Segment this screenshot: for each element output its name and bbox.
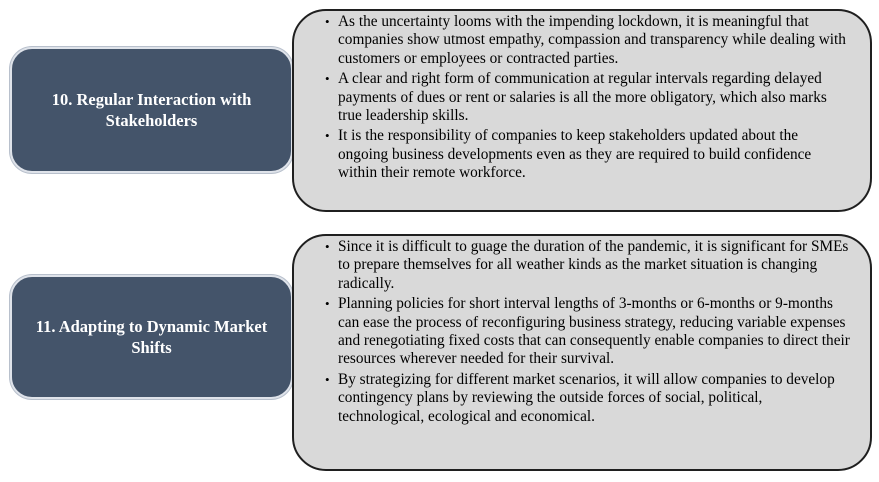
section-10-label: 10. Regular Interaction with Stakeholders — [51, 90, 252, 130]
bullet-item: • A clear and right form of communication at regular intervals regarding delayed payments of dues or rent or salaries is all the more obligatory, which also marks true leadership skills. — [325, 70, 827, 125]
bullet-icon: • — [325, 239, 330, 254]
bullet-icon: • — [325, 296, 330, 312]
section-11-label: 11. Adapting to Dynamic Market Shifts — [35, 317, 268, 357]
bullet-item: • By strategizing for different market scenarios, it will allow companies to develop contingency plans by reviewing the outside forces of social, political, technological, ecological and economical. — [325, 370, 835, 425]
section-10-content-box — [292, 9, 872, 212]
bullet-item: • As the uncertainty looms with the impending lockdown, it is meaningful that companies show utmost empathy, compassion and transparency while dealing with customers or employees or contracted parties. — [325, 13, 846, 67]
section-11-bullet-list — [325, 238, 850, 426]
section-11-content-box — [292, 234, 872, 471]
bullet-icon: • — [325, 371, 330, 387]
bullet-icon: • — [325, 14, 330, 29]
section-10-label-box — [10, 47, 293, 173]
bullet-item: • Planning policies for short interval lengths of 3-months or 6-months or 9-months can ease the process of reconfiguring business strategy, reducing variable expenses and renegotiating fixed costs that can consequently enable companies to direct their resources wherever needed for their survival. — [325, 295, 850, 368]
section-11-label-box — [10, 275, 293, 399]
bullet-item: • It is the responsibility of companies to keep stakeholders updated about the ongoing business developments even as they are required to build confidence within their remote workforce. — [325, 127, 812, 182]
section-10-bullet-list — [325, 13, 850, 183]
bullet-icon: • — [325, 128, 330, 144]
bullet-icon: • — [325, 71, 330, 87]
bullet-item: • Since it is difficult to guage the duration of the pandemic, it is significant for SMEs to prepare themselves for all weather kinds as the market situation is changing radically. — [325, 238, 849, 292]
